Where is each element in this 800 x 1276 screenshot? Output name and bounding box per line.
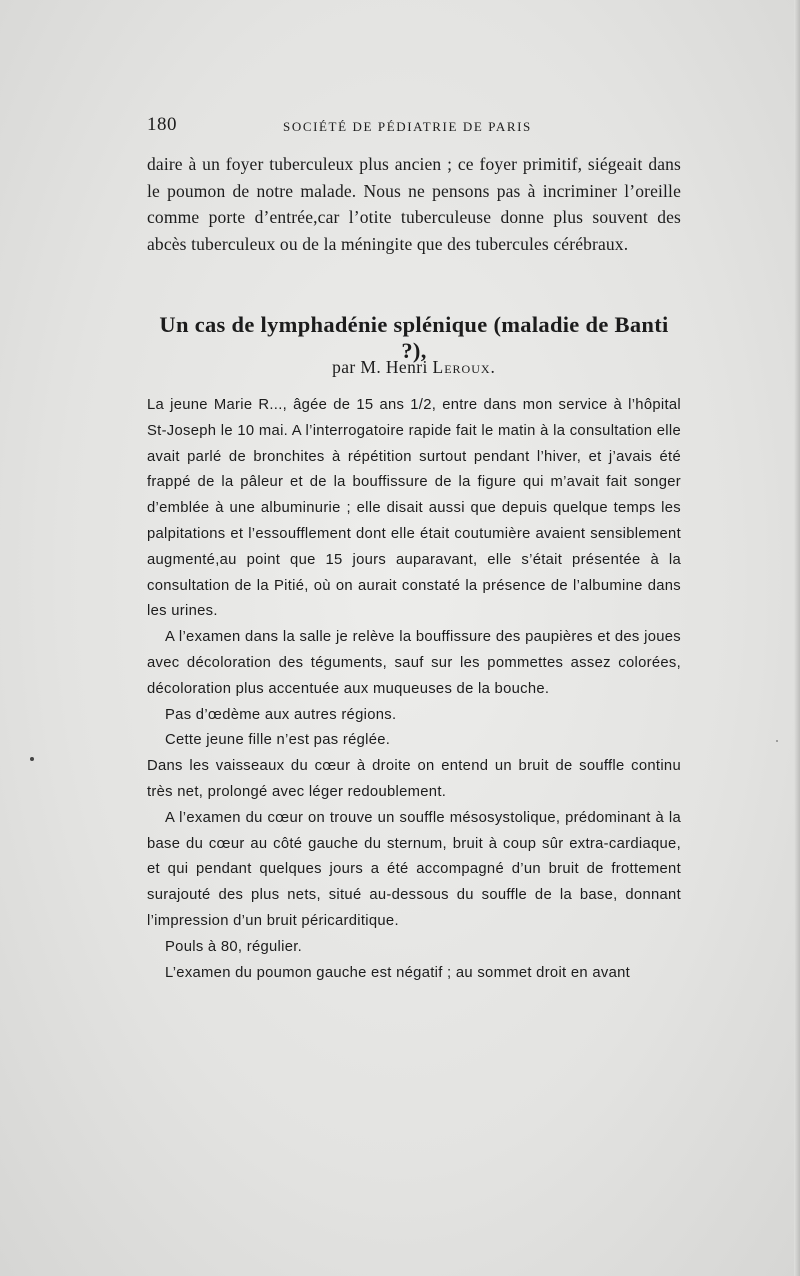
running-head: SOCIÉTÉ DE PÉDIATRIE DE PARIS <box>283 119 532 134</box>
article-byline <box>147 357 681 378</box>
byline-prefix: par M. Henri <box>332 357 428 377</box>
body-paragraph: A l’examen dans la salle je relève la bouffissure des paupières et des joues avec décoloration des téguments, sauf sur les pommettes assez colorées, décoloration plus accentuée aux muqueuses de la bouche. <box>147 629 681 697</box>
body-paragraph: Pouls à 80, régulier. <box>165 938 303 955</box>
ink-speck <box>30 757 34 761</box>
body-paragraph: Dans les vaisseaux du cœur à droite on entend un bruit de souffle continu très net, prolongé avec léger redoublement. <box>147 758 681 800</box>
body-paragraph: Pas d’œdème aux autres régions. <box>165 706 397 723</box>
page-header <box>147 114 681 142</box>
byline-author-surname: Leroux. <box>432 357 496 377</box>
page-number: 180 <box>147 114 177 135</box>
body-paragraph: La jeune Marie R..., âgée de 15 ans 1/2, entre dans mon service à l’hôpital St-Joseph le 10 mai. A l’interrogatoire rapide fait le matin à la consultation elle avait parlé de bronchites à répétition surtout pendant l’hiver, et j’avais été frappé de la pâleur et de la bouffissure de la figure qui m’avait fait songer d’emblée à une albuminurie ; elle disait aussi que depuis quelque temps les palpitations et l’essoufflement dont elle était coutumière avaient sensiblement augmenté,au point que 15 jours auparavant, elle s’était présentée à la consultation de la Pitié, où on aurait constaté la présence de l’albumine dans les urines. <box>147 397 681 620</box>
body-paragraph: A l’examen du cœur on trouve un souffle mésosystolique, prédominant à la base du cœur au côté gauche du sternum, bruit à coup sûr extra-cardiaque, et qui pendant quelques jours a été accompagné d’un bruit de frottement surajouté des plus nets, situé au-dessous du souffle de la base, donnant l’impression d’un bruit péricarditique. <box>147 809 681 929</box>
intro-paragraph: daire à un foyer tuberculeux plus ancien ; ce foyer primitif, siégeait dans le poumon de notre malade. Nous ne pensons pas à incriminer l’oreille comme porte d’entrée,car l’otite tuberculeuse donne plus souvent des abcès tuberculeux ou de la méningite que des tubercules cérébraux. <box>147 154 681 254</box>
body-paragraph: L’examen du poumon gauche est négatif ; au sommet droit en avant <box>165 964 631 981</box>
intro-paragraph-block <box>147 151 681 257</box>
body-paragraph: Cette jeune fille n’est pas réglée. <box>165 732 391 749</box>
article-title: Un cas de lymphadénie splénique (maladie de Banti ?), <box>159 312 669 363</box>
page-edge <box>794 0 800 1276</box>
ink-speck <box>776 740 778 742</box>
article-body <box>147 393 681 986</box>
